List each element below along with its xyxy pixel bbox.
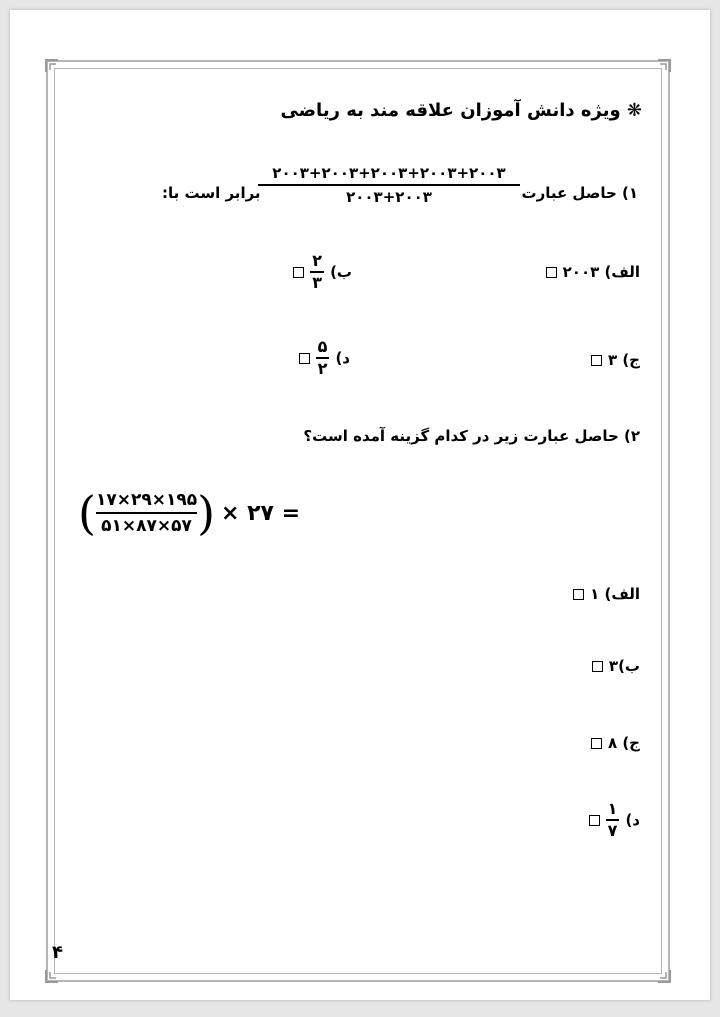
left-paren: (	[78, 486, 96, 540]
q2-option-dal-fraction	[606, 800, 620, 840]
q1-fraction-bar	[258, 184, 520, 186]
q1-option-jim-label: ج) ۳	[607, 351, 640, 369]
q2-expression-numerator: ۱۷×۲۹×۱۹۵	[95, 490, 198, 510]
checkbox-icon[interactable]	[293, 267, 304, 278]
q2-option-dal-label: د)	[625, 811, 640, 829]
q1-option-jim[interactable]	[591, 351, 640, 369]
q1-numerator: ۲۰۰۳+۲۰۰۳+۲۰۰۳+۲۰۰۳+۲۰۰۳	[272, 164, 506, 182]
checkbox-icon[interactable]	[573, 589, 584, 600]
corner-ornament-bottom-left	[44, 968, 60, 984]
fraction-numerator: ۲	[312, 251, 323, 270]
q1-lead: ۱) حاصل عبارت	[521, 184, 638, 202]
section-title: ❋ ویژه دانش آموزان علاقه مند به ریاضی	[280, 100, 642, 121]
q2-option-alef-label: الف) ۱	[590, 585, 640, 603]
q2-prompt: ۲) حاصل عبارت زیر در کدام گزینه آمده است؟	[303, 427, 640, 445]
fraction-denominator: ۳	[312, 273, 323, 292]
fraction-denominator: ۲	[317, 359, 328, 378]
q1-option-alef-label: الف) ۲۰۰۳	[562, 263, 640, 281]
q1-option-be[interactable]	[293, 252, 352, 292]
q2-option-jim[interactable]	[591, 734, 640, 752]
q2-option-dal[interactable]	[589, 800, 640, 840]
q1-option-dal-label: د)	[335, 349, 350, 367]
q2-expression-multiplier: × ۲۷ =	[221, 500, 301, 526]
checkbox-icon[interactable]	[591, 738, 602, 749]
fraction-bar	[96, 512, 197, 514]
checkbox-icon[interactable]	[591, 355, 602, 366]
checkbox-icon[interactable]	[592, 661, 603, 672]
checkbox-icon[interactable]	[589, 815, 600, 826]
right-paren: )	[197, 486, 216, 540]
page-number: ۴	[52, 942, 63, 963]
q1-tail: برابر است با:	[162, 184, 261, 202]
fraction-denominator: ۷	[607, 821, 618, 840]
fraction-numerator: ۱	[607, 799, 618, 818]
q1-option-dal[interactable]	[299, 338, 350, 378]
q1-option-be-label: ب)	[330, 263, 352, 281]
q1-fraction	[258, 164, 520, 206]
checkbox-icon[interactable]	[546, 267, 557, 278]
q2-option-alef[interactable]	[573, 585, 640, 603]
q2-expression	[78, 486, 301, 540]
q2-expression-denominator: ۵۱×۸۷×۵۷	[101, 516, 192, 536]
q2-expression-fraction	[96, 490, 197, 536]
corner-ornament-top-right	[656, 58, 672, 74]
q1-option-alef[interactable]	[546, 263, 640, 281]
q1-denominator: ۲۰۰۳+۲۰۰۳	[346, 188, 432, 206]
q1-option-be-fraction	[310, 252, 324, 292]
q2-option-be[interactable]	[592, 657, 640, 675]
checkbox-icon[interactable]	[299, 353, 310, 364]
corner-ornament-bottom-right	[656, 968, 672, 984]
q2-option-jim-label: ج) ۸	[607, 734, 640, 752]
corner-ornament-top-left	[44, 58, 60, 74]
q2-option-be-label: ب)۳	[608, 657, 640, 675]
q1-option-dal-fraction	[316, 338, 330, 378]
fraction-numerator: ۵	[317, 337, 328, 356]
